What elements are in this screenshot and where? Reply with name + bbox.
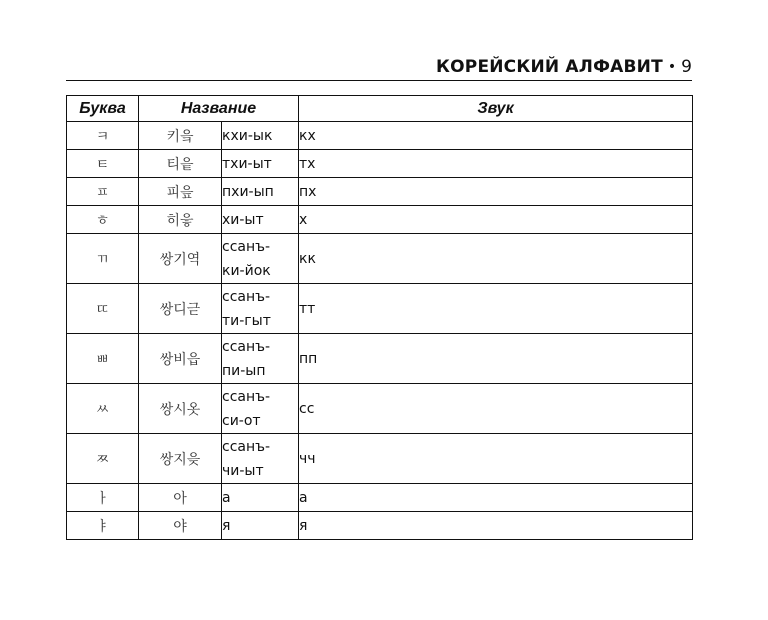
table-row xyxy=(67,122,693,150)
transliteration-cell: тхи-ыт xyxy=(222,150,299,178)
table-row xyxy=(67,512,693,540)
transliteration-cell: кхи-ык xyxy=(222,122,299,150)
letter-cell: ㅋ xyxy=(67,122,139,150)
table-row xyxy=(67,484,693,512)
letter-cell: ㄲ xyxy=(67,234,139,284)
sound-cell: чч xyxy=(299,434,693,484)
hangul-name-cell: 쌍비읍 xyxy=(139,334,222,384)
table-row xyxy=(67,234,693,284)
table-row xyxy=(67,150,693,178)
transliteration-cell: пхи-ып xyxy=(222,178,299,206)
table-row xyxy=(67,206,693,234)
letter-cell: ㅏ xyxy=(67,484,139,512)
column-header-sound: Звук xyxy=(299,96,693,122)
transliteration-cell: я xyxy=(222,512,299,540)
hangul-name-cell: 야 xyxy=(139,512,222,540)
sound-cell: сс xyxy=(299,384,693,434)
letter-cell: ㅃ xyxy=(67,334,139,384)
table-row xyxy=(67,284,693,334)
sound-cell: я xyxy=(299,512,693,540)
column-header-name: Название xyxy=(139,96,299,122)
letter-cell: ㄸ xyxy=(67,284,139,334)
page-number: 9 xyxy=(681,57,692,77)
sound-cell: а xyxy=(299,484,693,512)
table-row xyxy=(67,434,693,484)
letter-cell: ㅌ xyxy=(67,150,139,178)
page-header xyxy=(66,54,692,81)
transliteration-cell: ссанъ- чи-ыт xyxy=(222,434,299,484)
letter-cell: ㅎ xyxy=(67,206,139,234)
sound-cell: тт xyxy=(299,284,693,334)
hangul-name-cell: 히읗 xyxy=(139,206,222,234)
letter-cell: ㅆ xyxy=(67,384,139,434)
table-body xyxy=(67,122,693,540)
table-header-row xyxy=(67,96,693,122)
table-row xyxy=(67,178,693,206)
transliteration-cell: а xyxy=(222,484,299,512)
hangul-name-cell: 피읖 xyxy=(139,178,222,206)
sound-cell: кх xyxy=(299,122,693,150)
letter-cell: ㅉ xyxy=(67,434,139,484)
table-row xyxy=(67,384,693,434)
hangul-name-cell: 쌍기역 xyxy=(139,234,222,284)
letter-cell: ㅍ xyxy=(67,178,139,206)
sound-cell: х xyxy=(299,206,693,234)
hangul-name-cell: 키읔 xyxy=(139,122,222,150)
letter-cell: ㅑ xyxy=(67,512,139,540)
hangul-name-cell: 쌍디귿 xyxy=(139,284,222,334)
table-row xyxy=(67,334,693,384)
hangul-name-cell: 티읕 xyxy=(139,150,222,178)
sound-cell: тх xyxy=(299,150,693,178)
page-title: КОРЕЙСКИЙ АЛФАВИТ xyxy=(436,57,663,77)
hangul-name-cell: 쌍지읒 xyxy=(139,434,222,484)
transliteration-cell: хи-ыт xyxy=(222,206,299,234)
sound-cell: кк xyxy=(299,234,693,284)
column-header-letter: Буква xyxy=(67,96,139,122)
alphabet-table xyxy=(66,95,693,540)
hangul-name-cell: 쌍시옷 xyxy=(139,384,222,434)
hangul-name-cell: 아 xyxy=(139,484,222,512)
transliteration-cell: ссанъ- ти-гыт xyxy=(222,284,299,334)
sound-cell: пх xyxy=(299,178,693,206)
transliteration-cell: ссанъ- пи-ып xyxy=(222,334,299,384)
header-bullet: • xyxy=(667,59,677,75)
transliteration-cell: ссанъ- ки-йок xyxy=(222,234,299,284)
sound-cell: пп xyxy=(299,334,693,384)
transliteration-cell: ссанъ- си-от xyxy=(222,384,299,434)
